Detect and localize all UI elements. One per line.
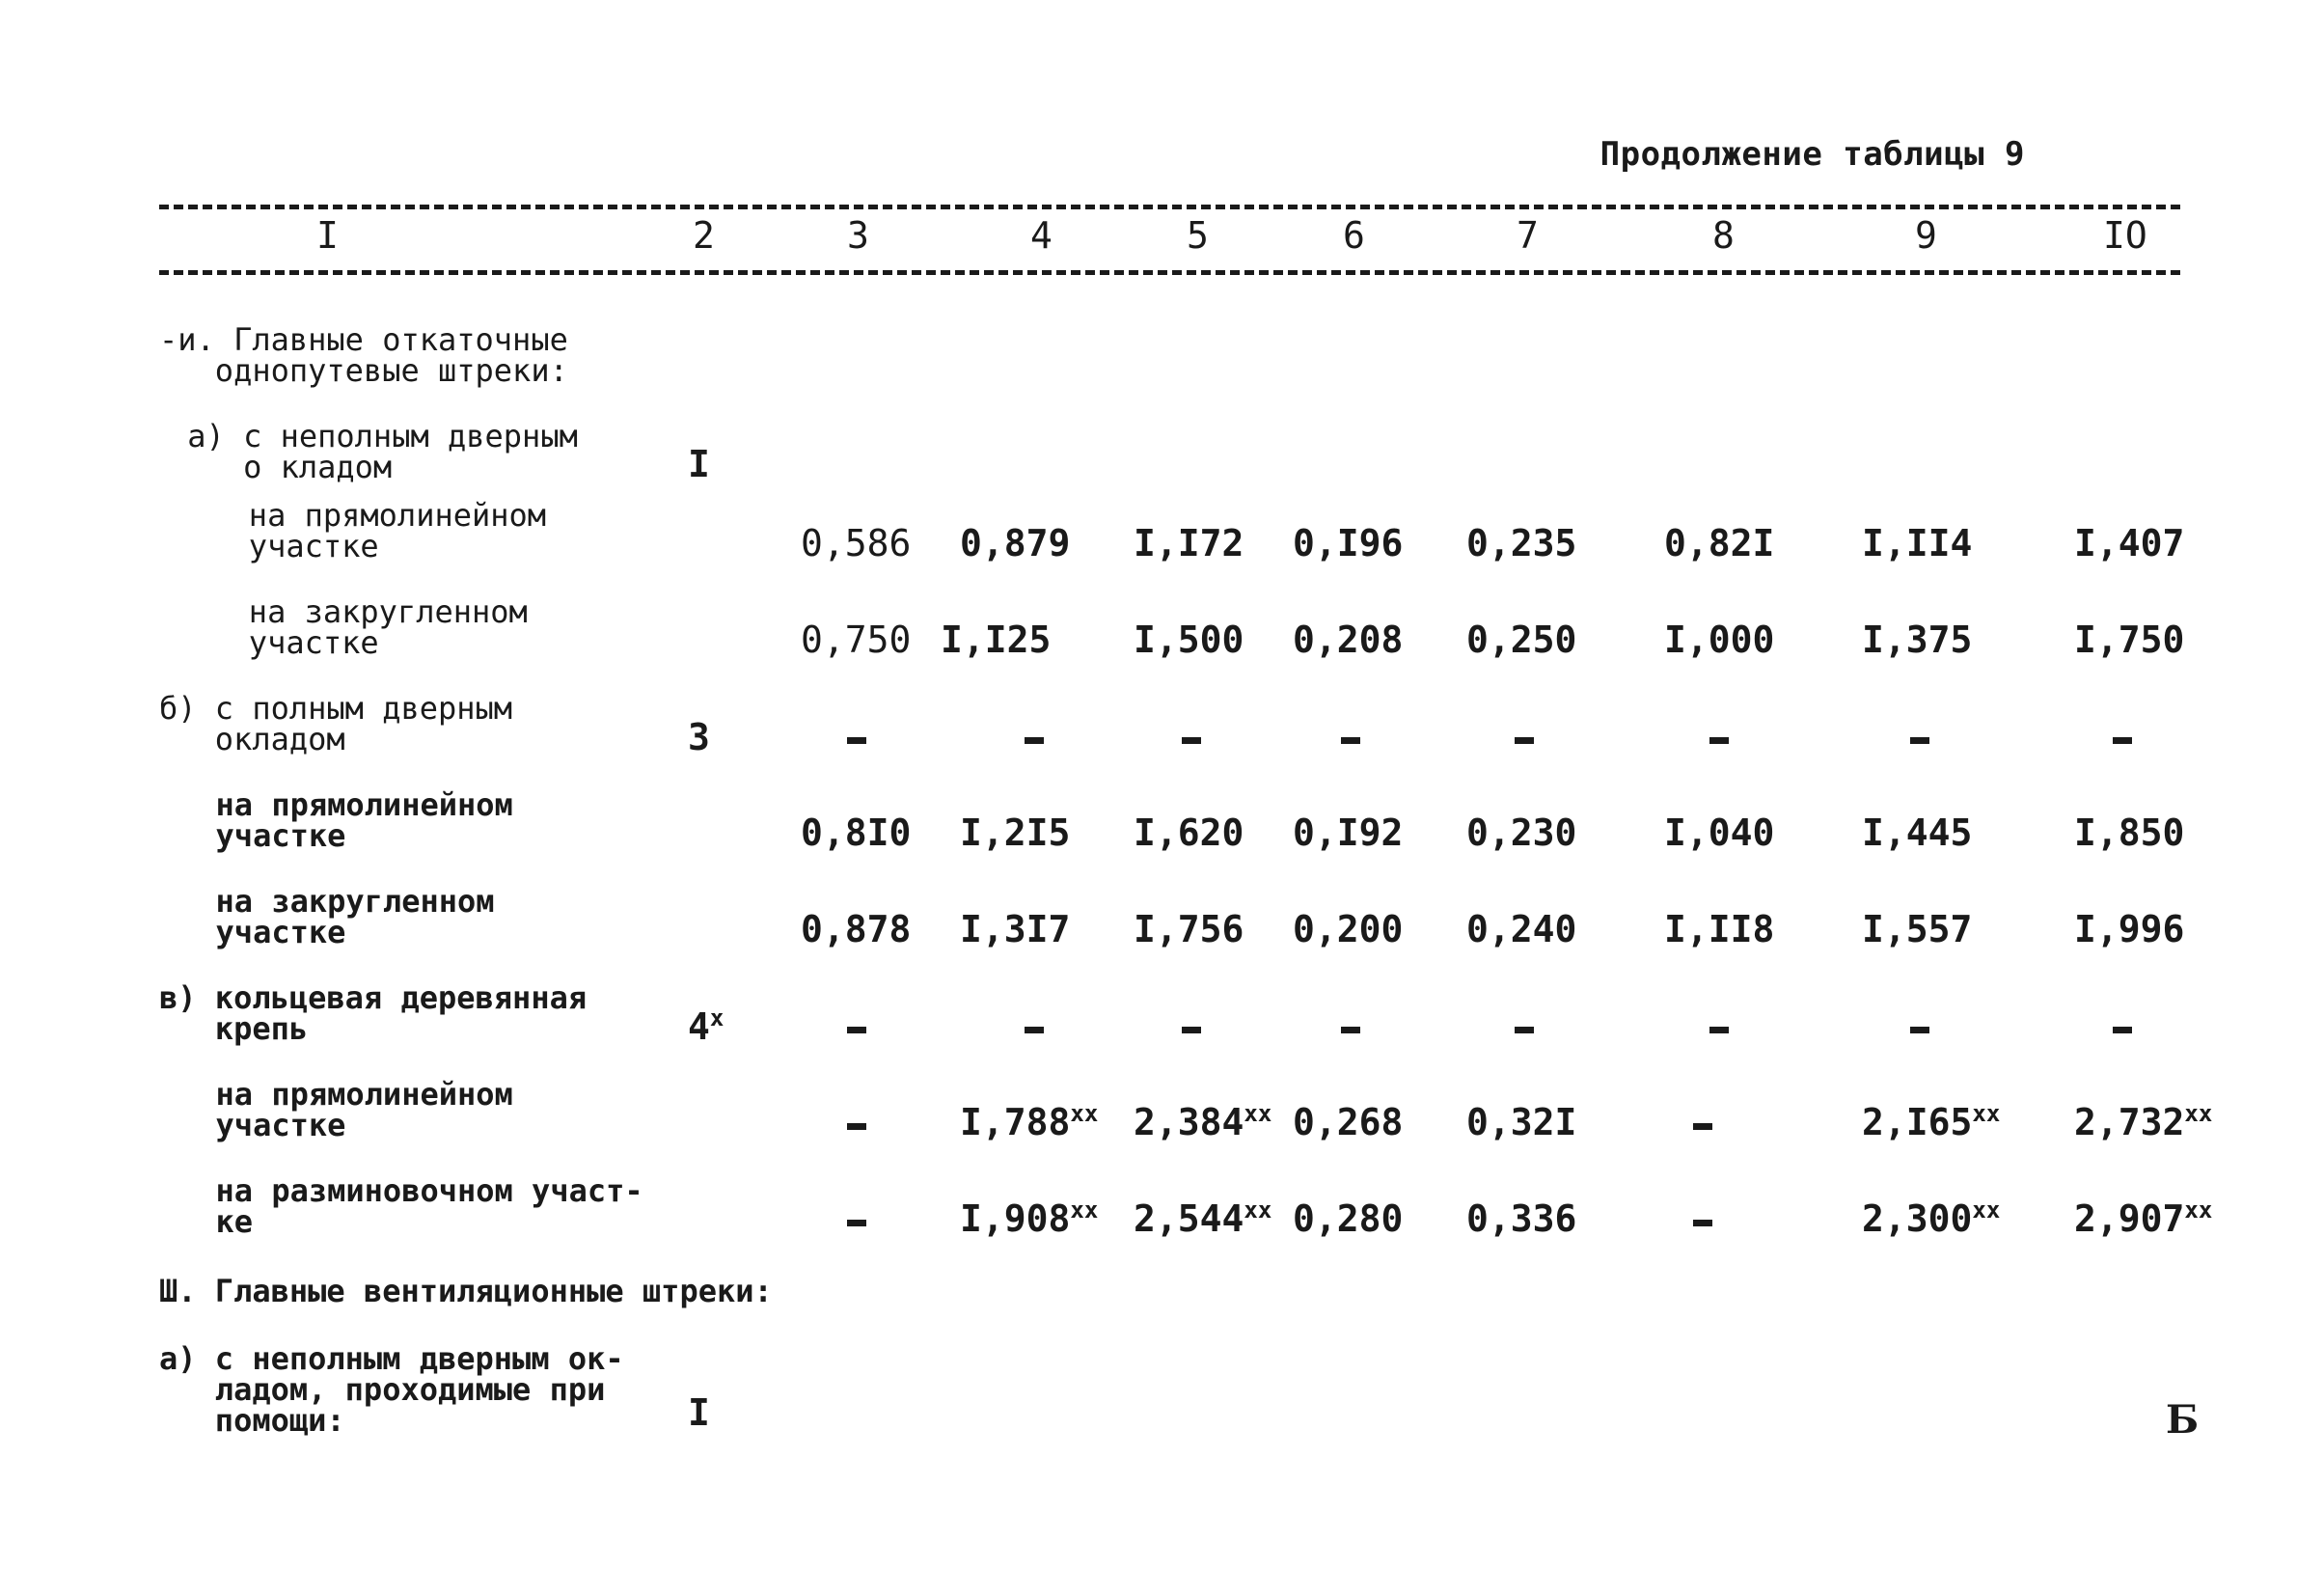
cell-dash: [847, 1027, 866, 1033]
cell: 0,I96: [1293, 522, 1404, 564]
cell-dash: [1515, 1027, 1534, 1033]
cell: I,I72: [1134, 522, 1244, 564]
column-header-7: 7: [1517, 214, 1539, 257]
cell-dash: [1182, 737, 1201, 744]
page-mark: Б: [2166, 1397, 2200, 1443]
cell: 2,384$^{xx}$: [1134, 1100, 1272, 1143]
row-label-curved-1: на закругленном участке: [248, 593, 528, 661]
cell: 0,32I: [1466, 1101, 1577, 1143]
cell: 0,336: [1466, 1197, 1577, 1240]
row-label-straight-1: на прямолинейном участке: [248, 497, 547, 564]
cell: 0,586: [801, 522, 912, 564]
cell: I,2I5: [960, 811, 1071, 854]
header-bottom-rule: [159, 270, 2180, 275]
cell: 2,907$^{xx}$: [2074, 1196, 2213, 1240]
cell: 0,280: [1293, 1197, 1404, 1240]
row-label-passing: на разминовочном участ- ке: [215, 1172, 643, 1240]
row-label-b-full: б) с полным дверным окладом: [159, 690, 513, 757]
cell: 0,82I: [1664, 522, 1775, 564]
column-header-3: 3: [847, 214, 869, 257]
cell: 0,208: [1293, 619, 1404, 661]
row-label-a-ventilation: а) с неполным дверным ок- ладом, проходимые при помощи:: [159, 1340, 624, 1439]
cell: I,750: [2074, 619, 2185, 661]
cell: I,908$^{xx}$: [960, 1196, 1099, 1240]
cell: 0,8I0: [801, 811, 912, 854]
column-header-2: 2: [693, 214, 715, 257]
cell: I,788$^{xx}$: [960, 1100, 1099, 1143]
column-header-5: 5: [1187, 214, 1209, 257]
cell: I,I25: [941, 619, 1052, 661]
cell-dash: [1910, 1027, 1929, 1033]
cell: I,II4: [1862, 522, 1973, 564]
cell: 0,878: [801, 908, 912, 950]
row-label-c-ring: в) кольцевая деревянная крепь: [159, 979, 588, 1047]
cell-dash: [1025, 1027, 1044, 1033]
cell: 0,I92: [1293, 811, 1404, 854]
cell-dash: [1693, 1220, 1712, 1226]
cell: I,375: [1862, 619, 1973, 661]
cell: I,557: [1862, 908, 1973, 950]
row-label-straight-2: на прямолинейном участке: [215, 786, 513, 854]
cell-dash: [847, 1123, 866, 1130]
cell: 0,240: [1466, 908, 1577, 950]
cell: I,407: [2074, 522, 2185, 564]
cell: 2,I65$^{xx}$: [1862, 1100, 2001, 1143]
cell: I,II8: [1664, 908, 1775, 950]
cell-dash: [1025, 737, 1044, 744]
cell-dash: [847, 737, 866, 744]
cell-dash: [2113, 737, 2132, 744]
row-col2-d: I: [688, 1391, 710, 1434]
cell: I,620: [1134, 811, 1244, 854]
cell: I,040: [1664, 811, 1775, 854]
cell: I,850: [2074, 811, 2185, 854]
row-label-straight-3: на прямолинейном участке: [215, 1076, 513, 1143]
cell: I,445: [1862, 811, 1973, 854]
cell-dash: [1709, 737, 1729, 744]
cell: 2,732$^{xx}$: [2074, 1100, 2213, 1143]
cell: 2,544$^{xx}$: [1134, 1196, 1272, 1240]
cell: I,500: [1134, 619, 1244, 661]
column-header-9: 9: [1915, 214, 1937, 257]
cell-dash: [1182, 1027, 1201, 1033]
column-header-8: 8: [1712, 214, 1735, 257]
cell-dash: [1693, 1123, 1712, 1130]
cell: 0,235: [1466, 522, 1577, 564]
column-header-1: I: [316, 214, 339, 257]
cell: 2,300$^{xx}$: [1862, 1196, 2001, 1240]
column-header-4: 4: [1030, 214, 1053, 257]
cell: I,996: [2074, 908, 2185, 950]
row-label-section-2: -и. Главные откаточные однопутевые штреки:: [159, 321, 568, 389]
cell: I,3I7: [960, 908, 1071, 950]
cell-dash: [1341, 737, 1360, 744]
cell-dash: [1341, 1027, 1360, 1033]
row-label-a-incomplete: а) с неполным дверным о кладом: [187, 418, 578, 485]
row-label-section-3: Ш. Главные вентиляционные штреки:: [159, 1273, 773, 1309]
cell-dash: [1709, 1027, 1729, 1033]
column-header-6: 6: [1343, 214, 1365, 257]
row-label-curved-2: на закругленном участке: [215, 883, 495, 950]
cell: I,756: [1134, 908, 1244, 950]
cell: 0,250: [1466, 619, 1577, 661]
column-header-10: IO: [2103, 214, 2147, 257]
cell: 0,750: [801, 619, 912, 661]
cell: 0,200: [1293, 908, 1404, 950]
cell: 0,268: [1293, 1101, 1404, 1143]
cell-dash: [2113, 1027, 2132, 1033]
row-col2-b: 3: [688, 716, 710, 758]
cell: 0,230: [1466, 811, 1577, 854]
header-top-rule: [159, 205, 2180, 209]
cell-dash: [1910, 737, 1929, 744]
cell-dash: [847, 1220, 866, 1226]
cell: I,000: [1664, 619, 1775, 661]
row-col2-c: 4$^x$: [688, 1004, 725, 1048]
cell-dash: [1515, 737, 1534, 744]
cell: 0,879: [960, 522, 1071, 564]
table-caption: Продолжение таблицы 9: [1599, 135, 2025, 174]
row-col2-a: I: [688, 443, 710, 485]
